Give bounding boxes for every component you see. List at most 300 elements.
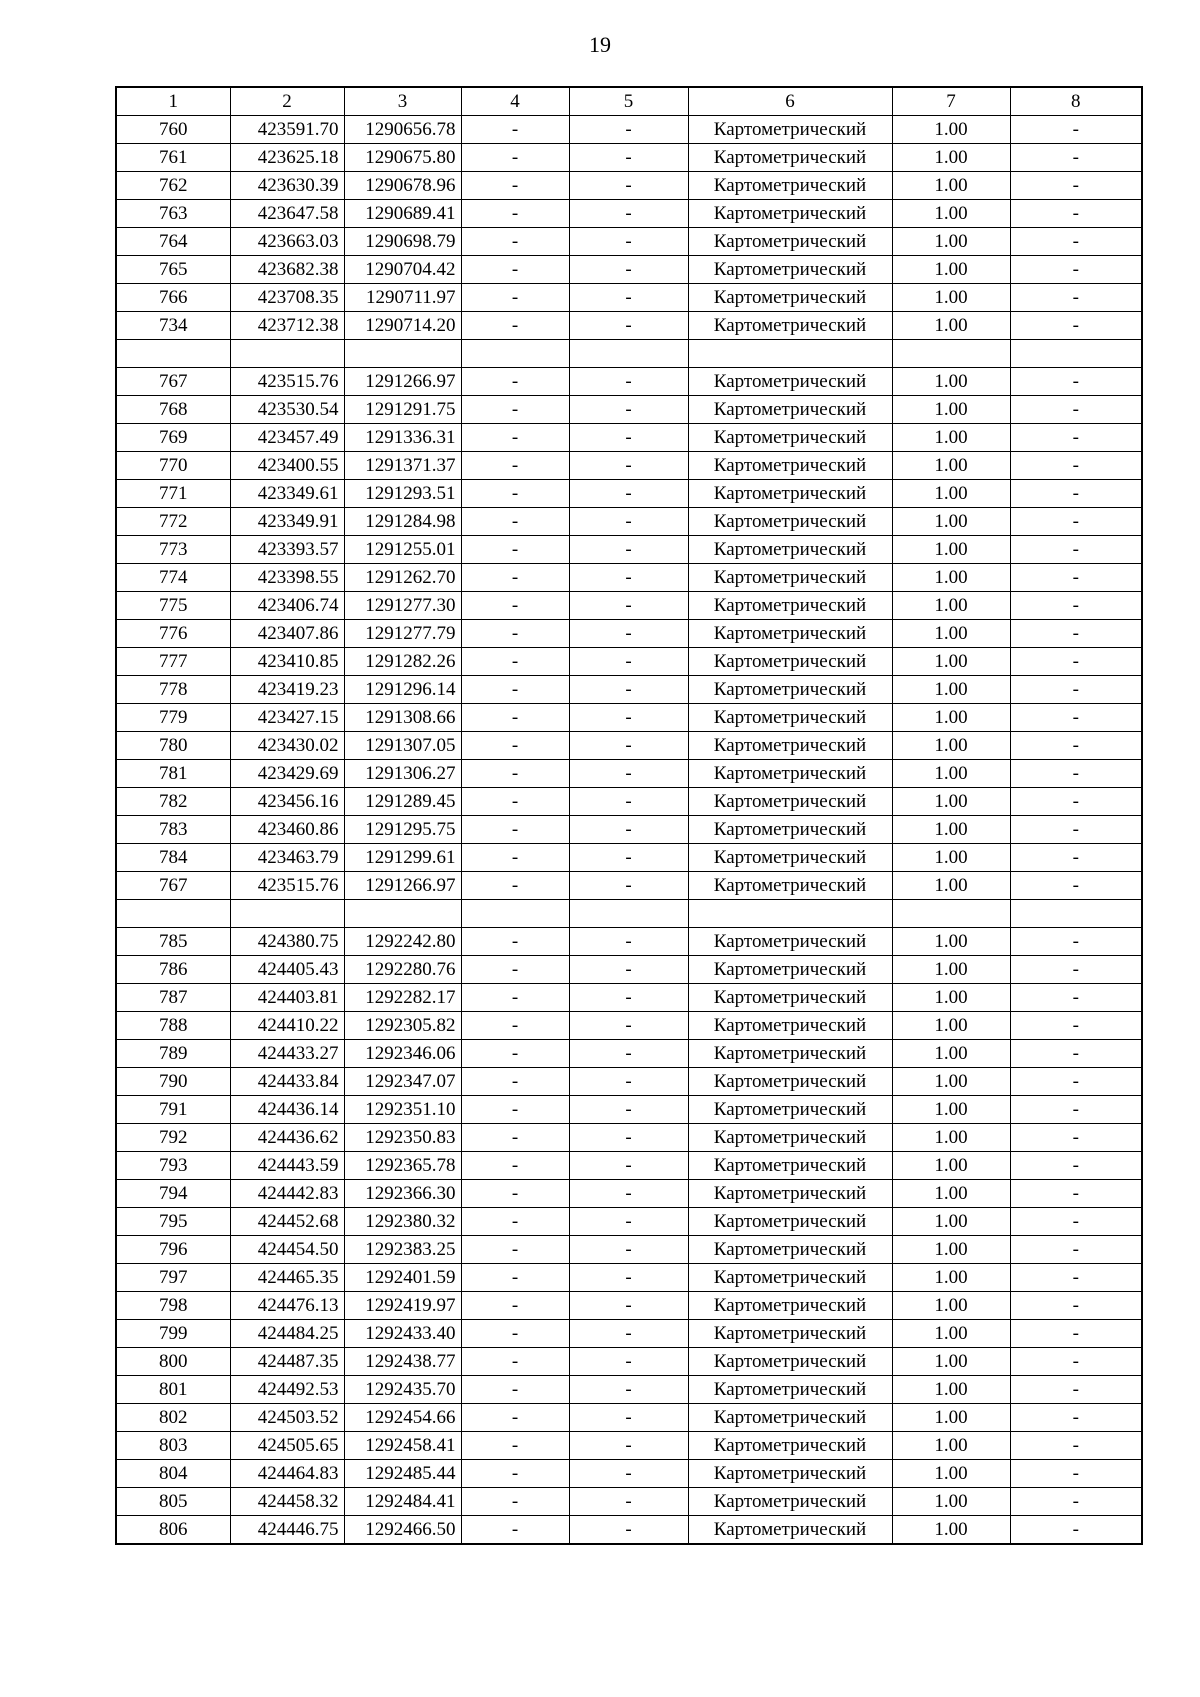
- method-cell: Картометрический: [688, 1012, 892, 1040]
- y-coordinate-cell: 1291299.61: [344, 844, 461, 872]
- column-4-cell: -: [461, 1124, 569, 1152]
- column-8-cell: -: [1010, 1180, 1142, 1208]
- method-cell: Картометрический: [688, 1348, 892, 1376]
- y-coordinate-cell: [344, 900, 461, 928]
- column-8-cell: -: [1010, 1404, 1142, 1432]
- column-4-cell: -: [461, 284, 569, 312]
- column-4-cell: -: [461, 648, 569, 676]
- table-row: [116, 732, 1142, 760]
- column-4-cell: -: [461, 1516, 569, 1545]
- method-cell: Картометрический: [688, 1152, 892, 1180]
- column-5-cell: -: [569, 1292, 688, 1320]
- table-row: [116, 1432, 1142, 1460]
- table-row: [116, 788, 1142, 816]
- x-coordinate-cell: 423463.79: [230, 844, 344, 872]
- x-coordinate-cell: 424484.25: [230, 1320, 344, 1348]
- x-coordinate-cell: 423410.85: [230, 648, 344, 676]
- column-8-cell: -: [1010, 1208, 1142, 1236]
- point-number-cell: 767: [116, 368, 230, 396]
- x-coordinate-cell: 424405.43: [230, 956, 344, 984]
- x-coordinate-cell: 424458.32: [230, 1488, 344, 1516]
- column-8-cell: -: [1010, 228, 1142, 256]
- x-coordinate-cell: 424403.81: [230, 984, 344, 1012]
- column-4-cell: -: [461, 1236, 569, 1264]
- column-8-cell: -: [1010, 1488, 1142, 1516]
- point-number-cell: 783: [116, 816, 230, 844]
- accuracy-cell: 1.00: [892, 1348, 1010, 1376]
- x-coordinate-cell: [230, 900, 344, 928]
- y-coordinate-cell: 1290678.96: [344, 172, 461, 200]
- x-coordinate-cell: 423682.38: [230, 256, 344, 284]
- accuracy-cell: 1.00: [892, 1376, 1010, 1404]
- method-cell: Картометрический: [688, 1208, 892, 1236]
- column-8-cell: -: [1010, 396, 1142, 424]
- column-8-cell: -: [1010, 256, 1142, 284]
- accuracy-cell: 1.00: [892, 1320, 1010, 1348]
- column-4-cell: -: [461, 1152, 569, 1180]
- column-5-cell: -: [569, 452, 688, 480]
- column-5-cell: -: [569, 648, 688, 676]
- column-5-cell: -: [569, 424, 688, 452]
- method-cell: Картометрический: [688, 676, 892, 704]
- table-row: [116, 1516, 1142, 1545]
- y-coordinate-cell: 1291336.31: [344, 424, 461, 452]
- y-coordinate-cell: 1291284.98: [344, 508, 461, 536]
- column-5-cell: -: [569, 704, 688, 732]
- column-8-cell: -: [1010, 508, 1142, 536]
- y-coordinate-cell: 1292433.40: [344, 1320, 461, 1348]
- table-row: [116, 1124, 1142, 1152]
- column-8-cell: -: [1010, 1264, 1142, 1292]
- accuracy-cell: 1.00: [892, 480, 1010, 508]
- x-coordinate-cell: 424380.75: [230, 928, 344, 956]
- y-coordinate-cell: 1290656.78: [344, 116, 461, 144]
- point-number-cell: 776: [116, 620, 230, 648]
- column-8-cell: -: [1010, 1068, 1142, 1096]
- method-cell: Картометрический: [688, 424, 892, 452]
- x-coordinate-cell: 424442.83: [230, 1180, 344, 1208]
- column-5-cell: -: [569, 1068, 688, 1096]
- y-coordinate-cell: 1292280.76: [344, 956, 461, 984]
- column-4-cell: -: [461, 1068, 569, 1096]
- column-5-cell: -: [569, 368, 688, 396]
- accuracy-cell: 1.00: [892, 508, 1010, 536]
- y-coordinate-cell: 1291295.75: [344, 816, 461, 844]
- x-coordinate-cell: 423515.76: [230, 872, 344, 900]
- method-cell: Картометрический: [688, 1488, 892, 1516]
- x-coordinate-cell: 424465.35: [230, 1264, 344, 1292]
- y-coordinate-cell: 1291277.30: [344, 592, 461, 620]
- column-8-cell: -: [1010, 1012, 1142, 1040]
- point-number-cell: 800: [116, 1348, 230, 1376]
- column-4-cell: -: [461, 620, 569, 648]
- method-cell: Картометрический: [688, 648, 892, 676]
- method-cell: Картометрический: [688, 172, 892, 200]
- accuracy-cell: 1.00: [892, 872, 1010, 900]
- point-number-cell: 795: [116, 1208, 230, 1236]
- method-cell: Картометрический: [688, 928, 892, 956]
- point-number-cell: 762: [116, 172, 230, 200]
- point-number-cell: 796: [116, 1236, 230, 1264]
- accuracy-cell: 1.00: [892, 116, 1010, 144]
- method-cell: Картометрический: [688, 1264, 892, 1292]
- point-number-cell: 779: [116, 704, 230, 732]
- point-number-cell: 760: [116, 116, 230, 144]
- point-number-cell: 766: [116, 284, 230, 312]
- table-row: [116, 1264, 1142, 1292]
- table-row: [116, 508, 1142, 536]
- y-coordinate-cell: 1292484.41: [344, 1488, 461, 1516]
- accuracy-cell: 1.00: [892, 592, 1010, 620]
- column-5-cell: -: [569, 816, 688, 844]
- table-row: [116, 172, 1142, 200]
- y-coordinate-cell: 1290675.80: [344, 144, 461, 172]
- column-4-cell: -: [461, 1348, 569, 1376]
- column-header: 3: [344, 87, 461, 116]
- table-row: [116, 1404, 1142, 1432]
- point-number-cell: 774: [116, 564, 230, 592]
- column-8-cell: -: [1010, 1460, 1142, 1488]
- column-4-cell: -: [461, 536, 569, 564]
- column-5-cell: -: [569, 676, 688, 704]
- accuracy-cell: 1.00: [892, 928, 1010, 956]
- column-5-cell: -: [569, 1236, 688, 1264]
- point-number-cell: 782: [116, 788, 230, 816]
- accuracy-cell: 1.00: [892, 1040, 1010, 1068]
- y-coordinate-cell: 1291307.05: [344, 732, 461, 760]
- column-5-cell: -: [569, 564, 688, 592]
- column-8-cell: -: [1010, 1292, 1142, 1320]
- table-row: [116, 1180, 1142, 1208]
- column-4-cell: [461, 900, 569, 928]
- y-coordinate-cell: 1292350.83: [344, 1124, 461, 1152]
- column-4-cell: [461, 340, 569, 368]
- table-row: [116, 200, 1142, 228]
- y-coordinate-cell: 1291306.27: [344, 760, 461, 788]
- column-5-cell: -: [569, 956, 688, 984]
- y-coordinate-cell: 1292466.50: [344, 1516, 461, 1545]
- accuracy-cell: 1.00: [892, 1460, 1010, 1488]
- column-5-cell: -: [569, 116, 688, 144]
- column-8-cell: -: [1010, 1432, 1142, 1460]
- column-5-cell: -: [569, 732, 688, 760]
- table-row: [116, 284, 1142, 312]
- column-4-cell: -: [461, 1180, 569, 1208]
- column-4-cell: -: [461, 816, 569, 844]
- table-row: [116, 872, 1142, 900]
- accuracy-cell: 1.00: [892, 312, 1010, 340]
- table-row: [116, 760, 1142, 788]
- accuracy-cell: 1.00: [892, 1124, 1010, 1152]
- table-row: [116, 480, 1142, 508]
- column-4-cell: -: [461, 732, 569, 760]
- x-coordinate-cell: 423460.86: [230, 816, 344, 844]
- column-5-cell: -: [569, 1516, 688, 1545]
- x-coordinate-cell: 423400.55: [230, 452, 344, 480]
- y-coordinate-cell: 1292365.78: [344, 1152, 461, 1180]
- point-number-cell: 767: [116, 872, 230, 900]
- column-5-cell: -: [569, 228, 688, 256]
- y-coordinate-cell: 1291293.51: [344, 480, 461, 508]
- table-row: [116, 1012, 1142, 1040]
- column-4-cell: -: [461, 1376, 569, 1404]
- x-coordinate-cell: 423349.91: [230, 508, 344, 536]
- column-header: 5: [569, 87, 688, 116]
- column-4-cell: -: [461, 1208, 569, 1236]
- method-cell: Картометрический: [688, 620, 892, 648]
- point-number-cell: 734: [116, 312, 230, 340]
- column-8-cell: -: [1010, 172, 1142, 200]
- column-8-cell: -: [1010, 452, 1142, 480]
- table-row: [116, 844, 1142, 872]
- column-4-cell: -: [461, 1488, 569, 1516]
- x-coordinate-cell: 423530.54: [230, 396, 344, 424]
- column-8-cell: -: [1010, 1040, 1142, 1068]
- method-cell: Картометрический: [688, 984, 892, 1012]
- column-8-cell: -: [1010, 592, 1142, 620]
- table-row: [116, 144, 1142, 172]
- table-row: [116, 1460, 1142, 1488]
- y-coordinate-cell: 1291282.26: [344, 648, 461, 676]
- coordinates-table: [115, 86, 1143, 1545]
- y-coordinate-cell: 1291308.66: [344, 704, 461, 732]
- accuracy-cell: 1.00: [892, 368, 1010, 396]
- accuracy-cell: 1.00: [892, 1516, 1010, 1545]
- column-8-cell: -: [1010, 312, 1142, 340]
- column-5-cell: -: [569, 844, 688, 872]
- method-cell: Картометрический: [688, 200, 892, 228]
- point-number-cell: [116, 340, 230, 368]
- column-5-cell: -: [569, 312, 688, 340]
- method-cell: Картометрический: [688, 452, 892, 480]
- column-8-cell: -: [1010, 1152, 1142, 1180]
- y-coordinate-cell: 1291266.97: [344, 872, 461, 900]
- column-4-cell: -: [461, 1292, 569, 1320]
- column-4-cell: -: [461, 396, 569, 424]
- column-5-cell: -: [569, 536, 688, 564]
- method-cell: Картометрический: [688, 144, 892, 172]
- column-4-cell: -: [461, 508, 569, 536]
- method-cell: Картометрический: [688, 1320, 892, 1348]
- column-8-cell: -: [1010, 844, 1142, 872]
- x-coordinate-cell: 423406.74: [230, 592, 344, 620]
- column-8-cell: -: [1010, 368, 1142, 396]
- column-5-cell: -: [569, 788, 688, 816]
- point-number-cell: [116, 900, 230, 928]
- method-cell: Картометрический: [688, 312, 892, 340]
- column-4-cell: -: [461, 172, 569, 200]
- column-5-cell: -: [569, 144, 688, 172]
- method-cell: Картометрический: [688, 788, 892, 816]
- x-coordinate-cell: 424452.68: [230, 1208, 344, 1236]
- column-header: 1: [116, 87, 230, 116]
- method-cell: Картометрический: [688, 844, 892, 872]
- accuracy-cell: 1.00: [892, 676, 1010, 704]
- point-number-cell: 764: [116, 228, 230, 256]
- accuracy-cell: [892, 900, 1010, 928]
- x-coordinate-cell: 423591.70: [230, 116, 344, 144]
- column-header: 6: [688, 87, 892, 116]
- table-row: [116, 648, 1142, 676]
- x-coordinate-cell: 423663.03: [230, 228, 344, 256]
- y-coordinate-cell: 1291277.79: [344, 620, 461, 648]
- table-row: [116, 816, 1142, 844]
- column-5-cell: -: [569, 1040, 688, 1068]
- point-number-cell: 784: [116, 844, 230, 872]
- table-row: [116, 536, 1142, 564]
- y-coordinate-cell: 1292305.82: [344, 1012, 461, 1040]
- point-number-cell: 761: [116, 144, 230, 172]
- x-coordinate-cell: 424454.50: [230, 1236, 344, 1264]
- table-row: [116, 592, 1142, 620]
- table-row: [116, 1040, 1142, 1068]
- point-number-cell: 786: [116, 956, 230, 984]
- y-coordinate-cell: 1290698.79: [344, 228, 461, 256]
- table-row: [116, 396, 1142, 424]
- table-row: [116, 228, 1142, 256]
- y-coordinate-cell: 1292438.77: [344, 1348, 461, 1376]
- column-5-cell: -: [569, 928, 688, 956]
- accuracy-cell: 1.00: [892, 424, 1010, 452]
- table-separator-row: [116, 340, 1142, 368]
- column-4-cell: -: [461, 956, 569, 984]
- column-5-cell: -: [569, 200, 688, 228]
- y-coordinate-cell: 1291296.14: [344, 676, 461, 704]
- accuracy-cell: 1.00: [892, 1404, 1010, 1432]
- method-cell: [688, 900, 892, 928]
- table-header-row: [116, 87, 1142, 116]
- column-5-cell: -: [569, 1320, 688, 1348]
- point-number-cell: 769: [116, 424, 230, 452]
- method-cell: Картометрический: [688, 1236, 892, 1264]
- point-number-cell: 804: [116, 1460, 230, 1488]
- column-5-cell: -: [569, 1152, 688, 1180]
- x-coordinate-cell: 423625.18: [230, 144, 344, 172]
- x-coordinate-cell: 424476.13: [230, 1292, 344, 1320]
- point-number-cell: 778: [116, 676, 230, 704]
- column-5-cell: -: [569, 1264, 688, 1292]
- point-number-cell: 788: [116, 1012, 230, 1040]
- column-8-cell: -: [1010, 284, 1142, 312]
- x-coordinate-cell: 424443.59: [230, 1152, 344, 1180]
- y-coordinate-cell: [344, 340, 461, 368]
- accuracy-cell: 1.00: [892, 1236, 1010, 1264]
- column-8-cell: -: [1010, 788, 1142, 816]
- y-coordinate-cell: 1290711.97: [344, 284, 461, 312]
- table-row: [116, 1320, 1142, 1348]
- column-4-cell: -: [461, 368, 569, 396]
- column-4-cell: -: [461, 312, 569, 340]
- column-4-cell: -: [461, 1460, 569, 1488]
- table-row: [116, 704, 1142, 732]
- x-coordinate-cell: 424464.83: [230, 1460, 344, 1488]
- accuracy-cell: 1.00: [892, 816, 1010, 844]
- accuracy-cell: 1.00: [892, 648, 1010, 676]
- column-5-cell: [569, 900, 688, 928]
- column-5-cell: -: [569, 620, 688, 648]
- x-coordinate-cell: 423457.49: [230, 424, 344, 452]
- column-5-cell: -: [569, 1404, 688, 1432]
- column-8-cell: -: [1010, 928, 1142, 956]
- column-header: 4: [461, 87, 569, 116]
- column-8-cell: -: [1010, 480, 1142, 508]
- x-coordinate-cell: 423456.16: [230, 788, 344, 816]
- table-row: [116, 1488, 1142, 1516]
- method-cell: Картометрический: [688, 1292, 892, 1320]
- column-4-cell: -: [461, 1264, 569, 1292]
- point-number-cell: 770: [116, 452, 230, 480]
- column-8-cell: -: [1010, 536, 1142, 564]
- table-row: [116, 368, 1142, 396]
- method-cell: Картометрический: [688, 480, 892, 508]
- accuracy-cell: 1.00: [892, 256, 1010, 284]
- table-row: [116, 1208, 1142, 1236]
- column-8-cell: -: [1010, 704, 1142, 732]
- column-5-cell: -: [569, 256, 688, 284]
- accuracy-cell: 1.00: [892, 200, 1010, 228]
- column-4-cell: -: [461, 116, 569, 144]
- y-coordinate-cell: 1291371.37: [344, 452, 461, 480]
- point-number-cell: 775: [116, 592, 230, 620]
- x-coordinate-cell: 423393.57: [230, 536, 344, 564]
- method-cell: Картометрический: [688, 1096, 892, 1124]
- x-coordinate-cell: 424446.75: [230, 1516, 344, 1545]
- column-4-cell: -: [461, 1432, 569, 1460]
- table-row: [116, 424, 1142, 452]
- x-coordinate-cell: 424436.62: [230, 1124, 344, 1152]
- column-8-cell: -: [1010, 816, 1142, 844]
- method-cell: Картометрический: [688, 956, 892, 984]
- column-5-cell: -: [569, 984, 688, 1012]
- column-5-cell: -: [569, 1432, 688, 1460]
- accuracy-cell: 1.00: [892, 956, 1010, 984]
- y-coordinate-cell: 1292282.17: [344, 984, 461, 1012]
- point-number-cell: 773: [116, 536, 230, 564]
- column-4-cell: -: [461, 1040, 569, 1068]
- column-8-cell: -: [1010, 1376, 1142, 1404]
- x-coordinate-cell: 423647.58: [230, 200, 344, 228]
- point-number-cell: 768: [116, 396, 230, 424]
- y-coordinate-cell: 1292435.70: [344, 1376, 461, 1404]
- method-cell: Картометрический: [688, 116, 892, 144]
- column-4-cell: -: [461, 984, 569, 1012]
- point-number-cell: 787: [116, 984, 230, 1012]
- point-number-cell: 781: [116, 760, 230, 788]
- column-5-cell: -: [569, 760, 688, 788]
- x-coordinate-cell: 424505.65: [230, 1432, 344, 1460]
- y-coordinate-cell: 1292383.25: [344, 1236, 461, 1264]
- y-coordinate-cell: 1291255.01: [344, 536, 461, 564]
- accuracy-cell: 1.00: [892, 564, 1010, 592]
- point-number-cell: 791: [116, 1096, 230, 1124]
- x-coordinate-cell: 423630.39: [230, 172, 344, 200]
- page-number: 19: [589, 32, 611, 57]
- column-4-cell: -: [461, 256, 569, 284]
- point-number-cell: 792: [116, 1124, 230, 1152]
- method-cell: [688, 340, 892, 368]
- column-4-cell: -: [461, 564, 569, 592]
- point-number-cell: 780: [116, 732, 230, 760]
- column-5-cell: -: [569, 1012, 688, 1040]
- column-5-cell: -: [569, 1348, 688, 1376]
- x-coordinate-cell: 423419.23: [230, 676, 344, 704]
- column-4-cell: -: [461, 424, 569, 452]
- method-cell: Картометрический: [688, 704, 892, 732]
- table-row: [116, 1292, 1142, 1320]
- method-cell: Картометрический: [688, 760, 892, 788]
- y-coordinate-cell: 1292242.80: [344, 928, 461, 956]
- accuracy-cell: 1.00: [892, 704, 1010, 732]
